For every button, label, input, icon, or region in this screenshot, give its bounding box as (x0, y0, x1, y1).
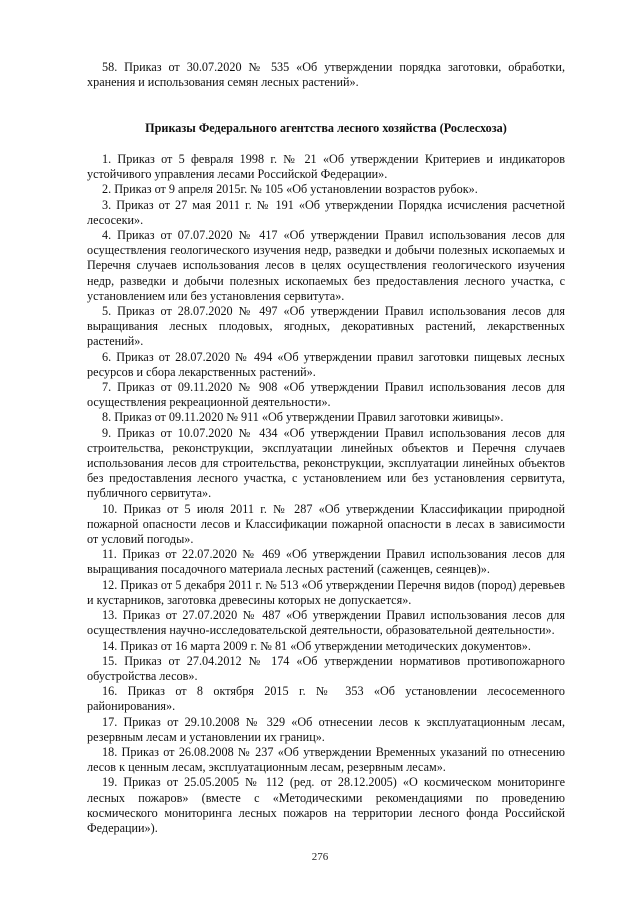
list-item: 19. Приказ от 25.05.2005 № 112 (ред. от 28.12.2005) «О космическом мониторинге лесных пожаров» (вместе с «Методическими рекомендациями по проведению космического мониторинга лесных пожаров на территории лесного фонда Российской Федерации»). (87, 775, 565, 835)
list-item: 3. Приказ от 27 мая 2011 г. № 191 «Об утверждении Порядка исчисления расчетной лесосеки». (87, 197, 565, 227)
list-item: 2. Приказ от 9 апреля 2015г. № 105 «Об установлении возрастов рубок». (102, 182, 478, 197)
list-item: 14. Приказ от 16 марта 2009 г. № 81 «Об утверждении методических документов». (102, 638, 531, 653)
list-item-58: 58. Приказ от 30.07.2020 № 535 «Об утверждении порядка заготовки, обработки, хранения и использования семян лесных растений». (87, 60, 565, 90)
list-item: 16. Приказ от 8 октября 2015 г. № 353 «Об установлении лесосеменного районирования». (87, 684, 565, 714)
page-number: 276 (311, 851, 329, 863)
list-item: 1. Приказ от 5 февраля 1998 г. № 21 «Об утверждении Критериев и индикаторов устойчивого управления лесами Российской Федерации». (87, 152, 565, 182)
list-item: 8. Приказ от 09.11.2020 № 911 «Об утверждении Правил заготовки живицы». (102, 410, 504, 425)
list-item: 10. Приказ от 5 июля 2011 г. № 287 «Об утверждении Классификации природной пожарной опасности лесов и Классификации пожарной опасности в лесах в зависимости от условий погоды». (87, 501, 565, 547)
intro-block (87, 60, 565, 90)
list-item: 4. Приказ от 07.07.2020 № 417 «Об утверждении Правил использования лесов для осуществления геологического изучения недр, разведки и добычи полезных ископаемых и Перечня случаев использования лесов в целях осуществления геологического изучения недр, разведки и добычи полезных ископаемых без предоставления лесного участка, с установлением или без установления сервитута». (87, 228, 565, 303)
section-heading: Приказы Федерального агентства лесного хозяйства (Рослесхоза) (145, 121, 507, 135)
list-item: 6. Приказ от 28.07.2020 № 494 «Об утверждении правил заготовки пищевых лесных ресурсов и сбора лекарственных растений». (87, 349, 565, 379)
list-item: 13. Приказ от 27.07.2020 № 487 «Об утверждении Правил использования лесов для осуществления научно-исследовательской деятельности, образовательной деятельности». (87, 608, 565, 638)
list-item: 5. Приказ от 28.07.2020 № 497 «Об утверждении Правил использования лесов для выращивания лесных плодовых, ягодных, декоративных растений, лекарственных растений». (87, 304, 565, 349)
orders-list (87, 152, 565, 836)
list-item: 17. Приказ от 29.10.2008 № 329 «Об отнесении лесов к эксплуатационным лесам, резервным лесам и установлении их границ». (87, 714, 565, 744)
list-item: 12. Приказ от 5 декабря 2011 г. № 513 «Об утверждении Перечня видов (пород) деревьев и кустарников, заготовка древесины которых не допускается». (87, 577, 565, 607)
list-item: 11. Приказ от 22.07.2020 № 469 «Об утверждении Правил использования лесов для выращивания посадочного материала лесных растений (саженцев, сеянцев)». (87, 547, 565, 577)
list-item: 18. Приказ от 26.08.2008 № 237 «Об утверждении Временных указаний по отнесению лесов к ценным лесам, эксплуатационным лесам, резервным лесам». (87, 744, 565, 775)
list-item: 9. Приказ от 10.07.2020 № 434 «Об утверждении Правил использования лесов для строительства, реконструкции, эксплуатации линейных объектов и Перечня случаев использования лесов для строительства, реконструкции, эксплуатации линейных объектов без предоставления лесного участка, с установлением или без установления сервитута, публичного сервитута». (87, 425, 565, 501)
list-item: 7. Приказ от 09.11.2020 № 908 «Об утверждении Правил использования лесов для осуществления рекреационной деятельности». (87, 380, 565, 410)
list-item: 15. Приказ от 27.04.2012 № 174 «Об утверждении нормативов противопожарного обустройства лесов». (87, 653, 565, 683)
